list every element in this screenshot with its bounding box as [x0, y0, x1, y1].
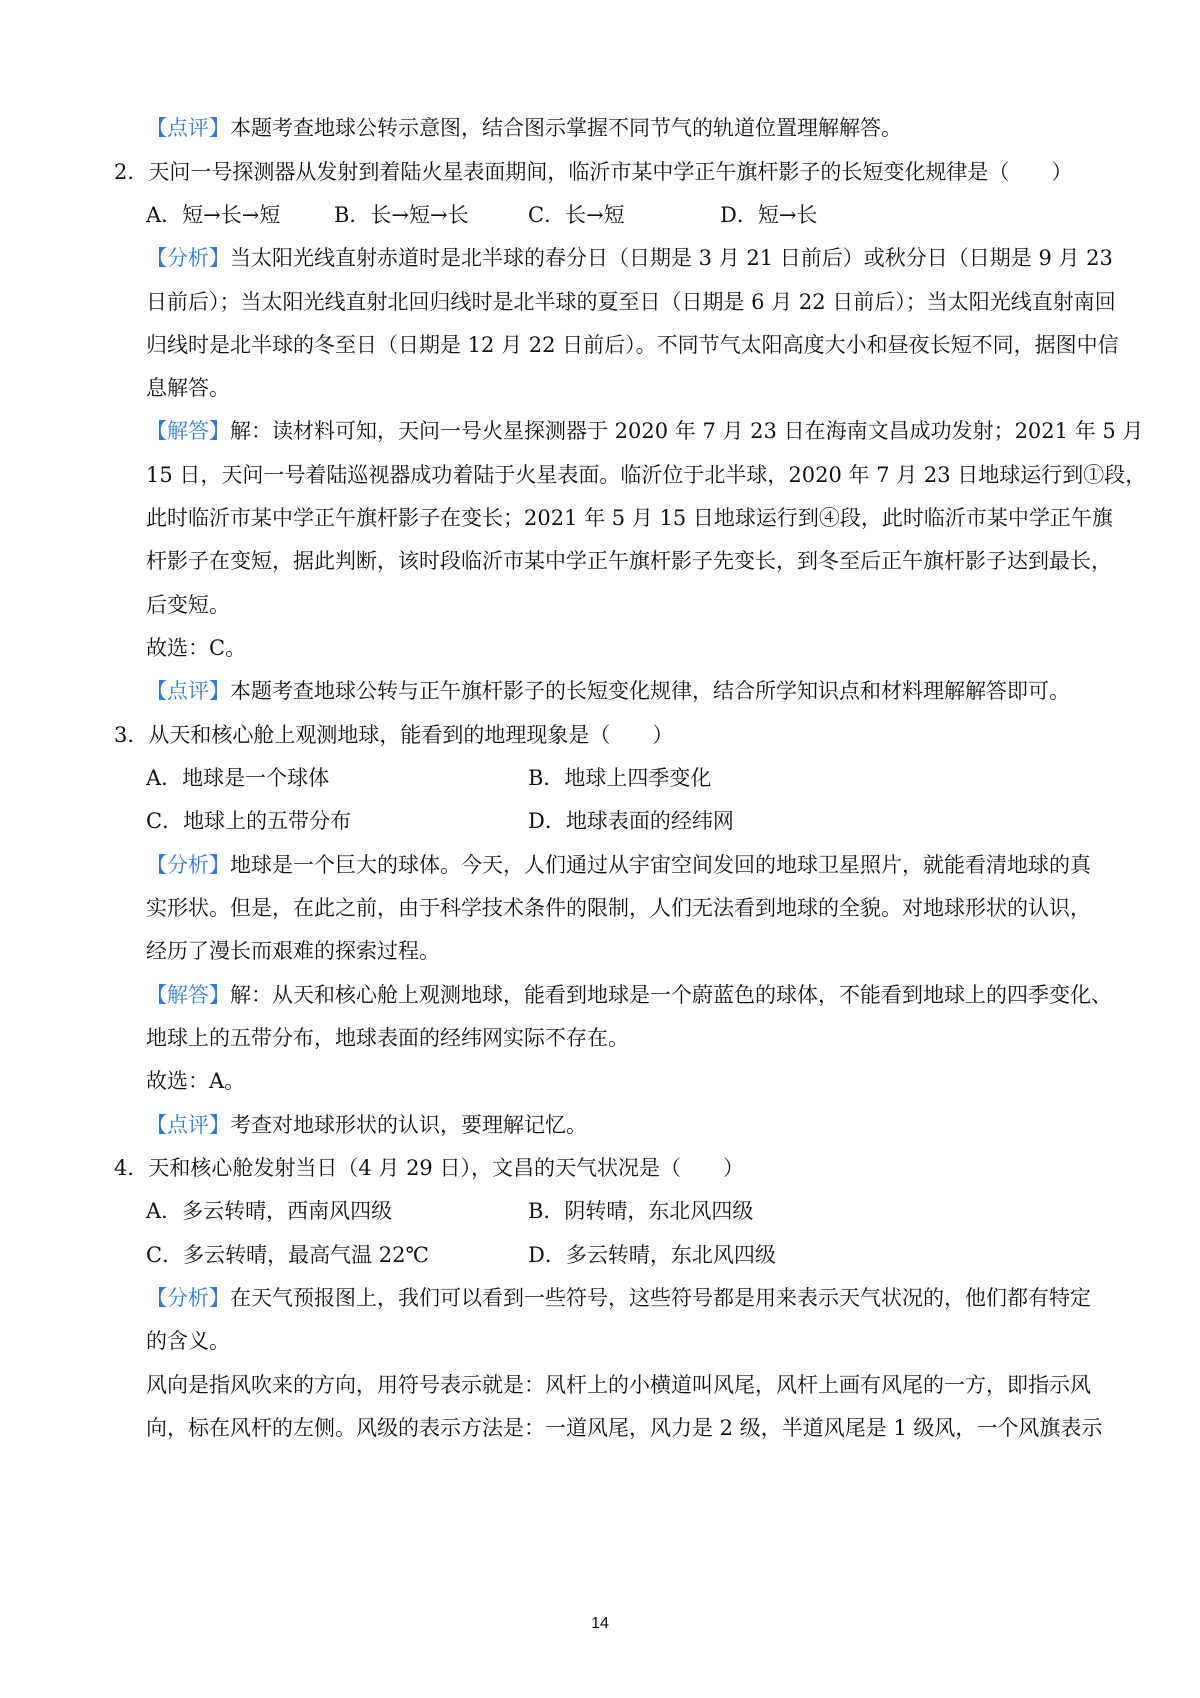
q3-option-c: C．地球上的五带分布: [146, 809, 352, 833]
comment-tag: 【点评】: [146, 1113, 230, 1137]
q3-analysis-line: [146, 849, 1106, 881]
q2-answer-line: 杆影子在变短，据此判断，该时段临沂市某中学正午旗杆影子先变长，到冬至后正午旗杆影子达到最长，: [146, 549, 1112, 573]
q3-answer-line: [146, 979, 1112, 1011]
q4-option-b: B．阴转晴，东北风四级: [528, 1199, 754, 1223]
q3-answer-line: 地球上的五带分布，地球表面的经纬网实际不存在。: [146, 1026, 629, 1050]
q3-options-row1: [146, 762, 1106, 794]
answer-tag: 【解答】: [146, 419, 230, 443]
q2-analysis-line: [146, 242, 1113, 274]
q3-analysis-line: 实形状。但是，在此之前，由于科学技术条件的限制，人们无法看到地球的全貌。对地球形状的认识，: [146, 896, 1091, 920]
q1-comment: [146, 112, 1106, 144]
q3-stem: 3．从天和核心舱上观测地球，能看到的地理现象是（ ）: [114, 723, 674, 747]
answer-text: 解：读材料可知，天问一号火星探测器于 2020 年 7 月 23 日在海南文昌成功发射；2021 年 5 月: [230, 419, 1144, 443]
q3-options-row2: [146, 805, 1106, 837]
q3-option-b: B．地球上四季变化: [528, 766, 712, 790]
q3-option-a: A．地球是一个球体: [146, 766, 330, 790]
q4-options-row2: [146, 1239, 1106, 1271]
q3-option-d: D．地球表面的经纬网: [528, 809, 734, 833]
q4-option-c: C．多云转晴，最高气温 22℃: [146, 1243, 429, 1267]
q2-answer-line: 15 日，天问一号着陆巡视器成功着陆于火星表面。临沂位于北半球，2020 年 7 月 23 日地球运行到①段，: [146, 463, 1147, 487]
q2-stem: 2．天问一号探测器从发射到着陆火星表面期间，临沂市某中学正午旗杆影子的长短变化规律是（ ）: [114, 160, 1073, 184]
answer-tag: 【解答】: [146, 983, 230, 1007]
comment-tag: 【点评】: [146, 116, 230, 140]
q2-comment: [146, 675, 1106, 707]
q2-option-a: A．短→长→短: [146, 203, 281, 227]
q2-analysis-line: 归线时是北半球的冬至日（日期是 12 月 22 日前后）。不同节气太阳高度大小和昼夜长短不同，据图中信: [146, 333, 1119, 357]
q4-analysis-line: [146, 1282, 1106, 1314]
q2-option-d: D．短→长: [720, 203, 818, 227]
q2-answer-line: [146, 415, 1144, 447]
q3-comment: [146, 1109, 1106, 1141]
comment-text: 考查对地球形状的认识，要理解记忆。: [230, 1113, 587, 1137]
page-number: 14: [591, 1615, 609, 1632]
q4-stem: 4．天和核心舱发射当日（4 月 29 日），文昌的天气状况是（ ）: [114, 1156, 744, 1180]
analysis-text: 地球是一个巨大的球体。今天，人们通过从宇宙空间发回的地球卫星照片，就能看清地球的真: [230, 853, 1091, 877]
q4-options-row1: [146, 1195, 1106, 1227]
q2-analysis-line: 日前后）；当太阳光线直射北回归线时是北半球的夏至日（日期是 6 月 22 日前后）；当太阳光线直射南回: [146, 290, 1116, 314]
comment-tag: 【点评】: [146, 679, 230, 703]
comment-text: 本题考查地球公转与正午旗杆影子的长短变化规律，结合所学知识点和材料理解解答即可。: [230, 679, 1070, 703]
q4-analysis-line: 向，标在风杆的左侧。风级的表示方法是：一道风尾，风力是 2 级，半道风尾是 1 级风，一个风旗表示: [146, 1416, 1103, 1440]
analysis-tag: 【分析】: [146, 1286, 230, 1310]
q3-choice: 故选：A。: [146, 1069, 246, 1093]
q3-analysis-line: 经历了漫长而艰难的探索过程。: [146, 939, 440, 963]
q2-answer-line: 后变短。: [146, 593, 230, 617]
q2-analysis-line: 息解答。: [146, 376, 230, 400]
q4-option-a: A．多云转晴，西南风四级: [146, 1199, 393, 1223]
q4-option-d: D．多云转晴，东北风四级: [528, 1243, 776, 1267]
q2-answer-line: 此时临沂市某中学正午旗杆影子在变长；2021 年 5 月 15 日地球运行到④段，此时临沂市某中学正午旗: [146, 506, 1113, 530]
q2-option-b: B．长→短→长: [334, 203, 469, 227]
q2-options: [146, 199, 1106, 231]
q4-analysis-line: 的含义。: [146, 1329, 230, 1353]
q2-choice: 故选：C。: [146, 636, 247, 660]
q2-option-c: C．长→短: [528, 203, 625, 227]
comment-text: 本题考查地球公转示意图，结合图示掌握不同节气的轨道位置理解解答。: [230, 116, 902, 140]
q4-analysis-line: 风向是指风吹来的方向，用符号表示就是：风杆上的小横道叫风尾，风杆上画有风尾的一方，即指示风: [146, 1373, 1091, 1397]
analysis-tag: 【分析】: [146, 853, 230, 877]
analysis-text: 当太阳光线直射赤道时是北半球的春分日（日期是 3 月 21 日前后）或秋分日（日期是 9 月 23: [230, 246, 1113, 270]
analysis-text: 在天气预报图上，我们可以看到一些符号，这些符号都是用来表示天气状况的，他们都有特定: [230, 1286, 1091, 1310]
answer-text: 解：从天和核心舱上观测地球，能看到地球是一个蔚蓝色的球体，不能看到地球上的四季变化、: [230, 983, 1112, 1007]
analysis-tag: 【分析】: [146, 246, 230, 270]
